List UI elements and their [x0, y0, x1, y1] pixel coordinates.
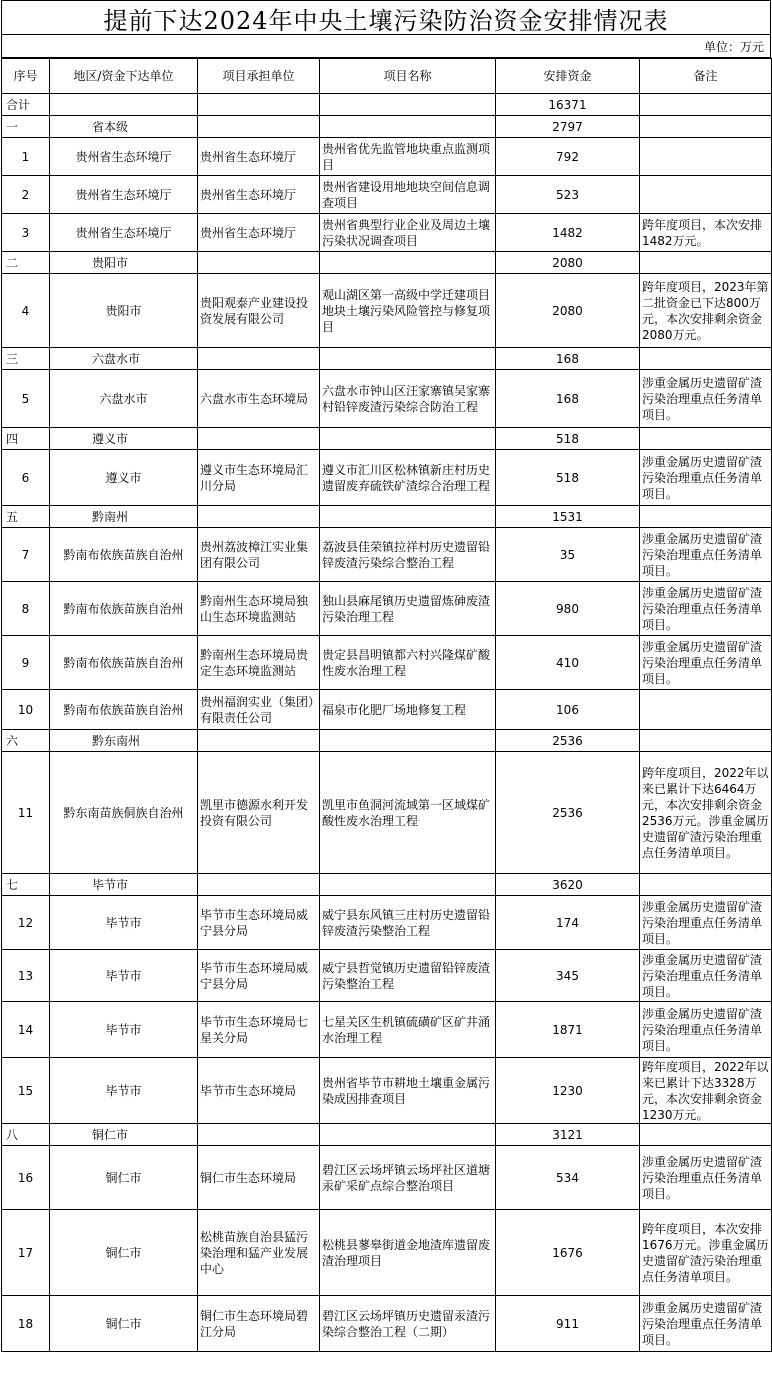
row-project: 遵义市汇川区松林镇新庄村历史遗留废弃硫铁矿渣综合治理工程	[320, 450, 496, 506]
row-unit: 毕节市生态环境局七星关分局	[198, 1002, 320, 1058]
row-note: 跨年度项目，2022年以来已累计下达3328万元，本次安排剩余资金1230万元。	[640, 1058, 772, 1124]
section-region: 毕节市	[50, 874, 198, 896]
row-project: 威宁县哲觉镇历史遗留铅锌废渣污染整治工程	[320, 950, 496, 1002]
row-region: 六盘水市	[50, 370, 198, 428]
row-region: 贵州省生态环境厅	[50, 176, 198, 214]
row-region: 贵州省生态环境厅	[50, 214, 198, 252]
section-number: 六	[2, 730, 50, 752]
header-project: 项目名称	[320, 59, 496, 94]
row-amount: 106	[496, 690, 640, 730]
row-project: 凯里市鱼洞河流域第一区域煤矿酸性废水治理工程	[320, 752, 496, 874]
section-unit-cell	[198, 252, 320, 274]
row-unit: 贵州省生态环境厅	[198, 138, 320, 176]
section-region: 省本级	[50, 116, 198, 138]
row-note: 跨年度项目，2023年第二批资金已下达800万元，本次安排剩余资金2080万元。	[640, 274, 772, 348]
row-project: 碧江区云场坪镇历史遗留汞渣污染综合整治工程（二期）	[320, 1296, 496, 1352]
page-title: 提前下达2024年中央土壤污染防治资金安排情况表	[1, 0, 771, 34]
section-note-cell	[640, 428, 772, 450]
row-note: 涉重金属历史遗留矿渣污染治理重点任务清单项目。	[640, 1002, 772, 1058]
section-row	[2, 730, 772, 752]
section-region: 贵阳市	[50, 252, 198, 274]
section-project-cell	[320, 506, 496, 528]
row-amount: 35	[496, 528, 640, 582]
section-project-cell	[320, 116, 496, 138]
section-project-cell	[320, 252, 496, 274]
row-region: 毕节市	[50, 950, 198, 1002]
section-amount: 2080	[496, 252, 640, 274]
row-note: 涉重金属历史遗留矿渣污染治理重点任务清单项目。	[640, 636, 772, 690]
section-project-cell	[320, 874, 496, 896]
table-row	[2, 690, 772, 730]
section-row	[2, 428, 772, 450]
section-row	[2, 506, 772, 528]
row-project: 七星关区生机镇硫磺矿区矿井涌水治理工程	[320, 1002, 496, 1058]
row-number: 13	[2, 950, 50, 1002]
header-unit: 项目承担单位	[198, 59, 320, 94]
section-region: 黔东南州	[50, 730, 198, 752]
section-unit-cell	[198, 116, 320, 138]
section-amount: 2797	[496, 116, 640, 138]
row-region: 黔东南苗族侗族自治州	[50, 752, 198, 874]
row-note: 涉重金属历史遗留矿渣污染治理重点任务清单项目。	[640, 450, 772, 506]
section-unit-cell	[198, 730, 320, 752]
table-row	[2, 1296, 772, 1352]
section-project-cell	[320, 1124, 496, 1146]
row-project: 贵州省毕节市耕地土壤重金属污染成因排查项目	[320, 1058, 496, 1124]
section-amount: 3620	[496, 874, 640, 896]
section-unit-cell	[198, 428, 320, 450]
row-number: 6	[2, 450, 50, 506]
row-unit: 贵州荔波樟江实业集团有限公司	[198, 528, 320, 582]
section-amount: 2536	[496, 730, 640, 752]
row-number: 1	[2, 138, 50, 176]
row-region: 贵阳市	[50, 274, 198, 348]
row-note: 涉重金属历史遗留矿渣污染治理重点任务清单项目。	[640, 582, 772, 636]
section-amount: 1531	[496, 506, 640, 528]
row-project: 贵定县昌明镇都六村兴隆煤矿酸性废水治理工程	[320, 636, 496, 690]
row-unit: 铜仁市生态环境局	[198, 1146, 320, 1210]
section-note-cell	[640, 874, 772, 896]
row-number: 16	[2, 1146, 50, 1210]
table-row	[2, 450, 772, 506]
row-project: 观山湖区第一高级中学迁建项目地块土壤污染风险管控与修复项目	[320, 274, 496, 348]
row-note: 跨年度项目，本次安排1676万元。涉重金属历史遗留矿渣污染治理重点任务清单项目。	[640, 1210, 772, 1296]
row-project: 贵州省建设用地地块空间信息调查项目	[320, 176, 496, 214]
row-region: 黔南布依族苗族自治州	[50, 636, 198, 690]
section-note-cell	[640, 116, 772, 138]
row-unit: 铜仁市生态环境局碧江分局	[198, 1296, 320, 1352]
section-number: 二	[2, 252, 50, 274]
section-project-cell	[320, 730, 496, 752]
table-row	[2, 370, 772, 428]
section-number: 一	[2, 116, 50, 138]
table-row	[2, 896, 772, 950]
row-note: 涉重金属历史遗留矿渣污染治理重点任务清单项目。	[640, 1296, 772, 1352]
row-amount: 174	[496, 896, 640, 950]
table-row	[2, 1146, 772, 1210]
row-amount: 518	[496, 450, 640, 506]
row-project: 独山县麻尾镇历史遗留炼砷废渣污染治理工程	[320, 582, 496, 636]
row-unit: 毕节市生态环境局威宁县分局	[198, 950, 320, 1002]
row-amount: 410	[496, 636, 640, 690]
funding-table	[1, 58, 772, 1352]
row-unit: 贵州福润实业（集团）有限责任公司	[198, 690, 320, 730]
row-amount: 1676	[496, 1210, 640, 1296]
header-row	[2, 59, 772, 94]
row-region: 黔南布依族苗族自治州	[50, 528, 198, 582]
row-project: 六盘水市钟山区汪家寨镇吴家寨村铅锌废渣污染综合防治工程	[320, 370, 496, 428]
total-row	[2, 94, 772, 116]
row-region: 贵州省生态环境厅	[50, 138, 198, 176]
section-amount: 168	[496, 348, 640, 370]
section-row	[2, 116, 772, 138]
section-region: 铜仁市	[50, 1124, 198, 1146]
row-amount: 1482	[496, 214, 640, 252]
section-unit-cell	[198, 506, 320, 528]
header-amount: 安排资金	[496, 59, 640, 94]
section-amount: 518	[496, 428, 640, 450]
row-unit: 六盘水市生态环境局	[198, 370, 320, 428]
row-amount: 1230	[496, 1058, 640, 1124]
section-project-cell	[320, 428, 496, 450]
row-project: 碧江区云场坪镇云场坪社区道塘汞矿采矿点综合整治项目	[320, 1146, 496, 1210]
table-row	[2, 528, 772, 582]
row-note: 涉重金属历史遗留矿渣污染治理重点任务清单项目。	[640, 528, 772, 582]
row-number: 4	[2, 274, 50, 348]
section-unit-cell	[198, 348, 320, 370]
header-region: 地区/资金下达单位	[50, 59, 198, 94]
row-note	[640, 176, 772, 214]
section-row	[2, 348, 772, 370]
row-unit: 松桃苗族自治县猛污染治理和猛产业发展中心	[198, 1210, 320, 1296]
unit-label: 单位：万元	[1, 34, 771, 58]
row-amount: 911	[496, 1296, 640, 1352]
row-number: 14	[2, 1002, 50, 1058]
row-number: 15	[2, 1058, 50, 1124]
row-amount: 1871	[496, 1002, 640, 1058]
table-row	[2, 176, 772, 214]
section-note-cell	[640, 730, 772, 752]
table-row	[2, 752, 772, 874]
row-unit: 黔南州生态环境局贵定生态环境监测站	[198, 636, 320, 690]
row-note: 涉重金属历史遗留矿渣污染治理重点任务清单项目。	[640, 1146, 772, 1210]
row-number: 17	[2, 1210, 50, 1296]
section-region: 遵义市	[50, 428, 198, 450]
total-label: 合计	[2, 94, 50, 116]
row-amount: 345	[496, 950, 640, 1002]
section-unit-cell	[198, 1124, 320, 1146]
row-project: 贵州省优先监管地块重点监测项目	[320, 138, 496, 176]
row-project: 荔波县佳荣镇拉祥村历史遗留铅锌废渣污染综合整治工程	[320, 528, 496, 582]
row-note	[640, 690, 772, 730]
header-note: 备注	[640, 59, 772, 94]
table-row	[2, 1210, 772, 1296]
row-unit: 贵州省生态环境厅	[198, 214, 320, 252]
row-project: 松桃县蓼皋街道金地渣库遗留废渣治理项目	[320, 1210, 496, 1296]
row-unit: 毕节市生态环境局	[198, 1058, 320, 1124]
row-note: 涉重金属历史遗留矿渣污染治理重点任务清单项目。	[640, 896, 772, 950]
row-number: 10	[2, 690, 50, 730]
section-number: 七	[2, 874, 50, 896]
row-region: 黔南布依族苗族自治州	[50, 690, 198, 730]
row-note: 跨年度项目，2022年以来已累计下达6464万元，本次安排剩余资金2536万元。涉重金属历史遗留矿渣污染治理重点任务清单项目。	[640, 752, 772, 874]
row-amount: 2080	[496, 274, 640, 348]
section-number: 五	[2, 506, 50, 528]
table-row	[2, 582, 772, 636]
row-number: 7	[2, 528, 50, 582]
section-row	[2, 1124, 772, 1146]
row-number: 2	[2, 176, 50, 214]
row-unit: 毕节市生态环境局威宁县分局	[198, 896, 320, 950]
row-region: 毕节市	[50, 1058, 198, 1124]
table-row	[2, 1002, 772, 1058]
row-project: 威宁县东风镇三庄村历史遗留铅锌废渣污染整治工程	[320, 896, 496, 950]
document	[1, 0, 771, 1352]
row-unit: 遵义市生态环境局汇川分局	[198, 450, 320, 506]
table-row	[2, 950, 772, 1002]
section-row	[2, 252, 772, 274]
table-row	[2, 636, 772, 690]
row-region: 毕节市	[50, 896, 198, 950]
row-note: 涉重金属历史遗留矿渣污染治理重点任务清单项目。	[640, 370, 772, 428]
row-amount: 980	[496, 582, 640, 636]
table-row	[2, 274, 772, 348]
row-amount: 792	[496, 138, 640, 176]
row-number: 8	[2, 582, 50, 636]
row-region: 黔南布依族苗族自治州	[50, 582, 198, 636]
row-note: 跨年度项目，本次安排1482万元。	[640, 214, 772, 252]
section-amount: 3121	[496, 1124, 640, 1146]
section-region: 黔南州	[50, 506, 198, 528]
row-project: 福泉市化肥厂场地修复工程	[320, 690, 496, 730]
section-region: 六盘水市	[50, 348, 198, 370]
section-number: 三	[2, 348, 50, 370]
table-row	[2, 1058, 772, 1124]
section-unit-cell	[198, 874, 320, 896]
section-number: 八	[2, 1124, 50, 1146]
section-row	[2, 874, 772, 896]
row-project: 贵州省典型行业企业及周边土壤污染状况调查项目	[320, 214, 496, 252]
row-region: 铜仁市	[50, 1210, 198, 1296]
row-unit: 凯里市德源水利开发投资有限公司	[198, 752, 320, 874]
header-no: 序号	[2, 59, 50, 94]
section-project-cell	[320, 348, 496, 370]
row-amount: 523	[496, 176, 640, 214]
row-unit: 黔南州生态环境局独山生态环境监测站	[198, 582, 320, 636]
row-region: 毕节市	[50, 1002, 198, 1058]
section-note-cell	[640, 252, 772, 274]
table-row	[2, 138, 772, 176]
row-amount: 2536	[496, 752, 640, 874]
row-note: 涉重金属历史遗留矿渣污染治理重点任务清单项目。	[640, 950, 772, 1002]
row-unit: 贵州省生态环境厅	[198, 176, 320, 214]
row-note	[640, 138, 772, 176]
total-amount: 16371	[496, 94, 640, 116]
section-note-cell	[640, 1124, 772, 1146]
row-number: 5	[2, 370, 50, 428]
row-region: 铜仁市	[50, 1296, 198, 1352]
table-row	[2, 214, 772, 252]
section-note-cell	[640, 506, 772, 528]
row-amount: 168	[496, 370, 640, 428]
row-number: 18	[2, 1296, 50, 1352]
row-number: 11	[2, 752, 50, 874]
section-note-cell	[640, 348, 772, 370]
row-number: 3	[2, 214, 50, 252]
section-number: 四	[2, 428, 50, 450]
row-amount: 534	[496, 1146, 640, 1210]
row-number: 12	[2, 896, 50, 950]
row-number: 9	[2, 636, 50, 690]
row-region: 遵义市	[50, 450, 198, 506]
row-unit: 贵阳观泰产业建设投资发展有限公司	[198, 274, 320, 348]
row-region: 铜仁市	[50, 1146, 198, 1210]
